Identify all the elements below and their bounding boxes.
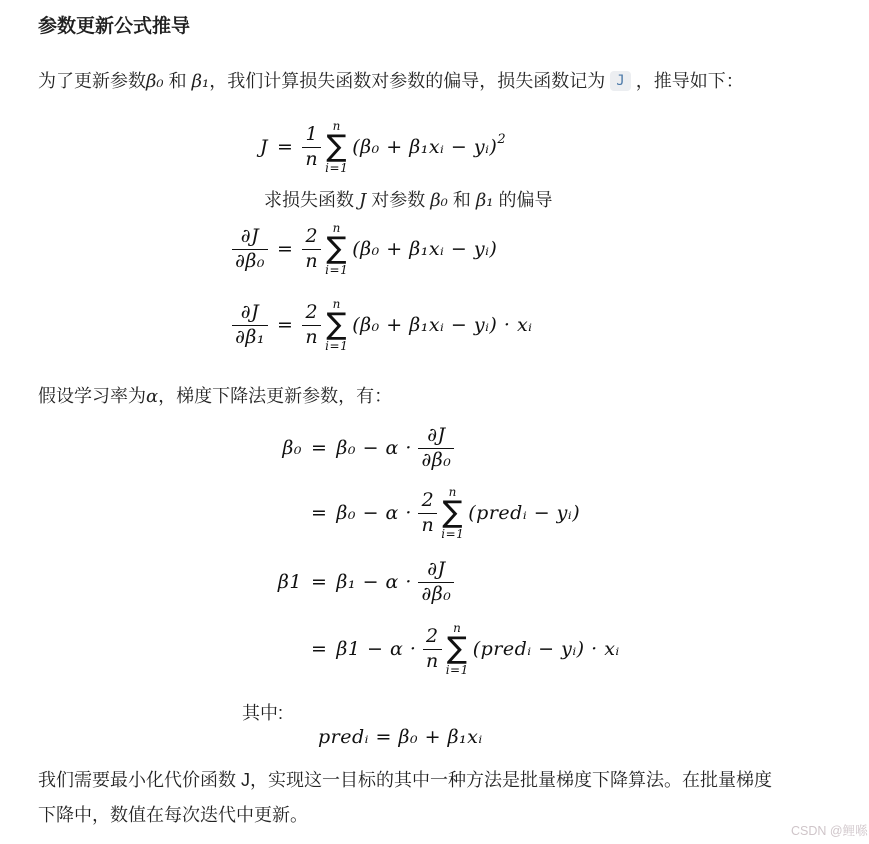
fraction-numerator: ∂J [427,558,446,580]
derivative-caption [264,186,553,212]
learning-rate-paragraph [38,383,392,410]
summation [325,120,348,175]
closing-line-2: 下降中，数值在每次迭代中更新。 [38,805,308,825]
sum-lower-limit: i=1 [325,160,349,175]
partial-beta1-formula [222,298,532,353]
intro-text-3: ，我们计算损失函数对参数的偏导，损失函数记为 [209,71,606,91]
beta1-inline-symbol: β₁ [191,71,210,92]
equals-sign: = [311,571,328,594]
equals-sign: = [311,437,328,460]
beta0-inline-symbol: β₀ [146,71,164,92]
equals-sign: = [277,238,294,261]
fraction [418,489,437,538]
summation [325,222,348,277]
fraction [302,225,321,274]
fraction-denominator: n [302,325,321,350]
sum-lower-limit: i=1 [325,262,349,277]
sigma-icon: ∑ [326,231,348,267]
sigma-icon: ∑ [442,495,464,531]
caption-text-3: 和 [447,190,476,210]
fraction-numerator: 2 [305,225,319,248]
sum-upper-limit: n [332,297,341,311]
beta1-update-line1 [260,558,454,607]
summation [446,622,469,677]
fraction-numerator: 2 [421,489,435,512]
fraction [302,123,321,172]
fraction-denominator: n [423,649,442,674]
fraction [418,424,454,473]
fraction-denominator: ∂β₀ [232,249,268,274]
sum-upper-limit: n [332,221,341,235]
partial-beta1-body: (β₀ + β₁xᵢ − yᵢ) · xᵢ [352,314,533,337]
beta1-update-lhs: β1 [277,571,302,594]
fraction-numerator: ∂J [427,424,446,446]
beta0-update2-mid: β₀ − α · [336,502,419,525]
equals-sign: = [311,502,328,525]
beta1-update2-mid: β1 − α · [336,638,423,661]
sum-lower-limit: i=1 [445,662,469,677]
intro-paragraph [38,68,744,95]
fraction-numerator: 2 [305,301,319,324]
closing-paragraph [38,763,772,833]
fraction-numerator: 2 [426,625,439,648]
equals-sign: = [311,638,328,661]
where-text: 其中: [242,703,284,723]
beta1-update2-body: (predᵢ − yᵢ) · xᵢ [472,638,620,661]
equals-sign: = [277,136,294,159]
inline-code-J: J [610,71,630,91]
beta1-update-mid: β₁ − α · [336,571,419,594]
sum-upper-limit: n [448,485,457,499]
fraction-numerator: ∂J [240,301,260,324]
caption-text-4: 的偏导 [493,190,553,210]
lr-text-2: ，梯度下降法更新参数，有： [158,386,393,406]
csdn-watermark: CSDN @鲤喺 [791,824,868,838]
caption-beta1-symbol: β₁ [475,190,494,211]
fraction-denominator: n [418,513,437,538]
partial-beta0-lhs [222,225,268,274]
beta1-update-line2 [260,622,620,677]
fraction [302,301,321,350]
intro-text-4: ，推导如下： [635,71,744,91]
fraction [423,625,442,674]
summation [441,486,464,541]
lr-text-1: 假设学习率为 [38,386,146,406]
where-label [242,699,283,725]
partial-beta0-formula [222,222,497,277]
partial-beta0-body: (β₀ + β₁xᵢ − yᵢ) [352,238,498,261]
alpha-inline-symbol: α [146,386,159,407]
partial-beta1-lhs [222,301,268,350]
caption-text-2: 对参数 [366,190,431,210]
beta0-update-line2 [260,486,580,541]
loss-function-formula [222,120,506,175]
sigma-icon: ∑ [446,631,468,667]
beta0-update-mid: β₀ − α · [336,437,419,460]
prediction-formula [318,726,483,748]
prediction-body: predᵢ = β₀ + β₁xᵢ [318,726,483,748]
fraction [232,301,268,350]
sum-upper-limit: n [332,119,341,133]
beta0-update-lhs: β₀ [282,437,302,460]
sigma-icon: ∑ [326,129,348,165]
caption-beta0-symbol: β₀ [430,190,448,211]
intro-text-2: 和 [163,71,192,91]
intro-text-1: 为了更新参数 [38,71,146,91]
fraction-denominator: n [302,147,321,172]
sum-upper-limit: n [453,621,462,635]
sum-lower-limit: i=1 [325,338,349,353]
beta0-update2-body: (predᵢ − yᵢ) [468,502,581,525]
caption-J-symbol: J [359,190,367,211]
exponent: 2 [497,131,507,147]
loss-body: (β₀ + β₁xᵢ − yᵢ) [352,136,498,159]
page-title: 参数更新公式推导 [38,16,191,37]
loss-lhs: J [259,136,268,159]
fraction-denominator: ∂β₀ [418,448,454,473]
fraction [418,558,454,607]
closing-line-1: 我们需要最小化代价函数 J，实现这一目标的其中一种方法是批量梯度下降算法。在批量梯度 [38,770,772,790]
fraction-numerator: ∂J [240,225,260,248]
fraction-denominator: ∂β₁ [232,325,268,350]
sum-lower-limit: i=1 [441,526,465,541]
beta0-update-line1 [260,424,454,473]
summation [325,298,348,353]
caption-text-1: 求损失函数 [264,190,360,210]
fraction-denominator: ∂β₀ [418,582,454,607]
fraction-numerator: 1 [305,123,319,146]
fraction [232,225,268,274]
fraction-denominator: n [302,249,321,274]
sigma-icon: ∑ [326,307,348,343]
equals-sign: = [277,314,294,337]
